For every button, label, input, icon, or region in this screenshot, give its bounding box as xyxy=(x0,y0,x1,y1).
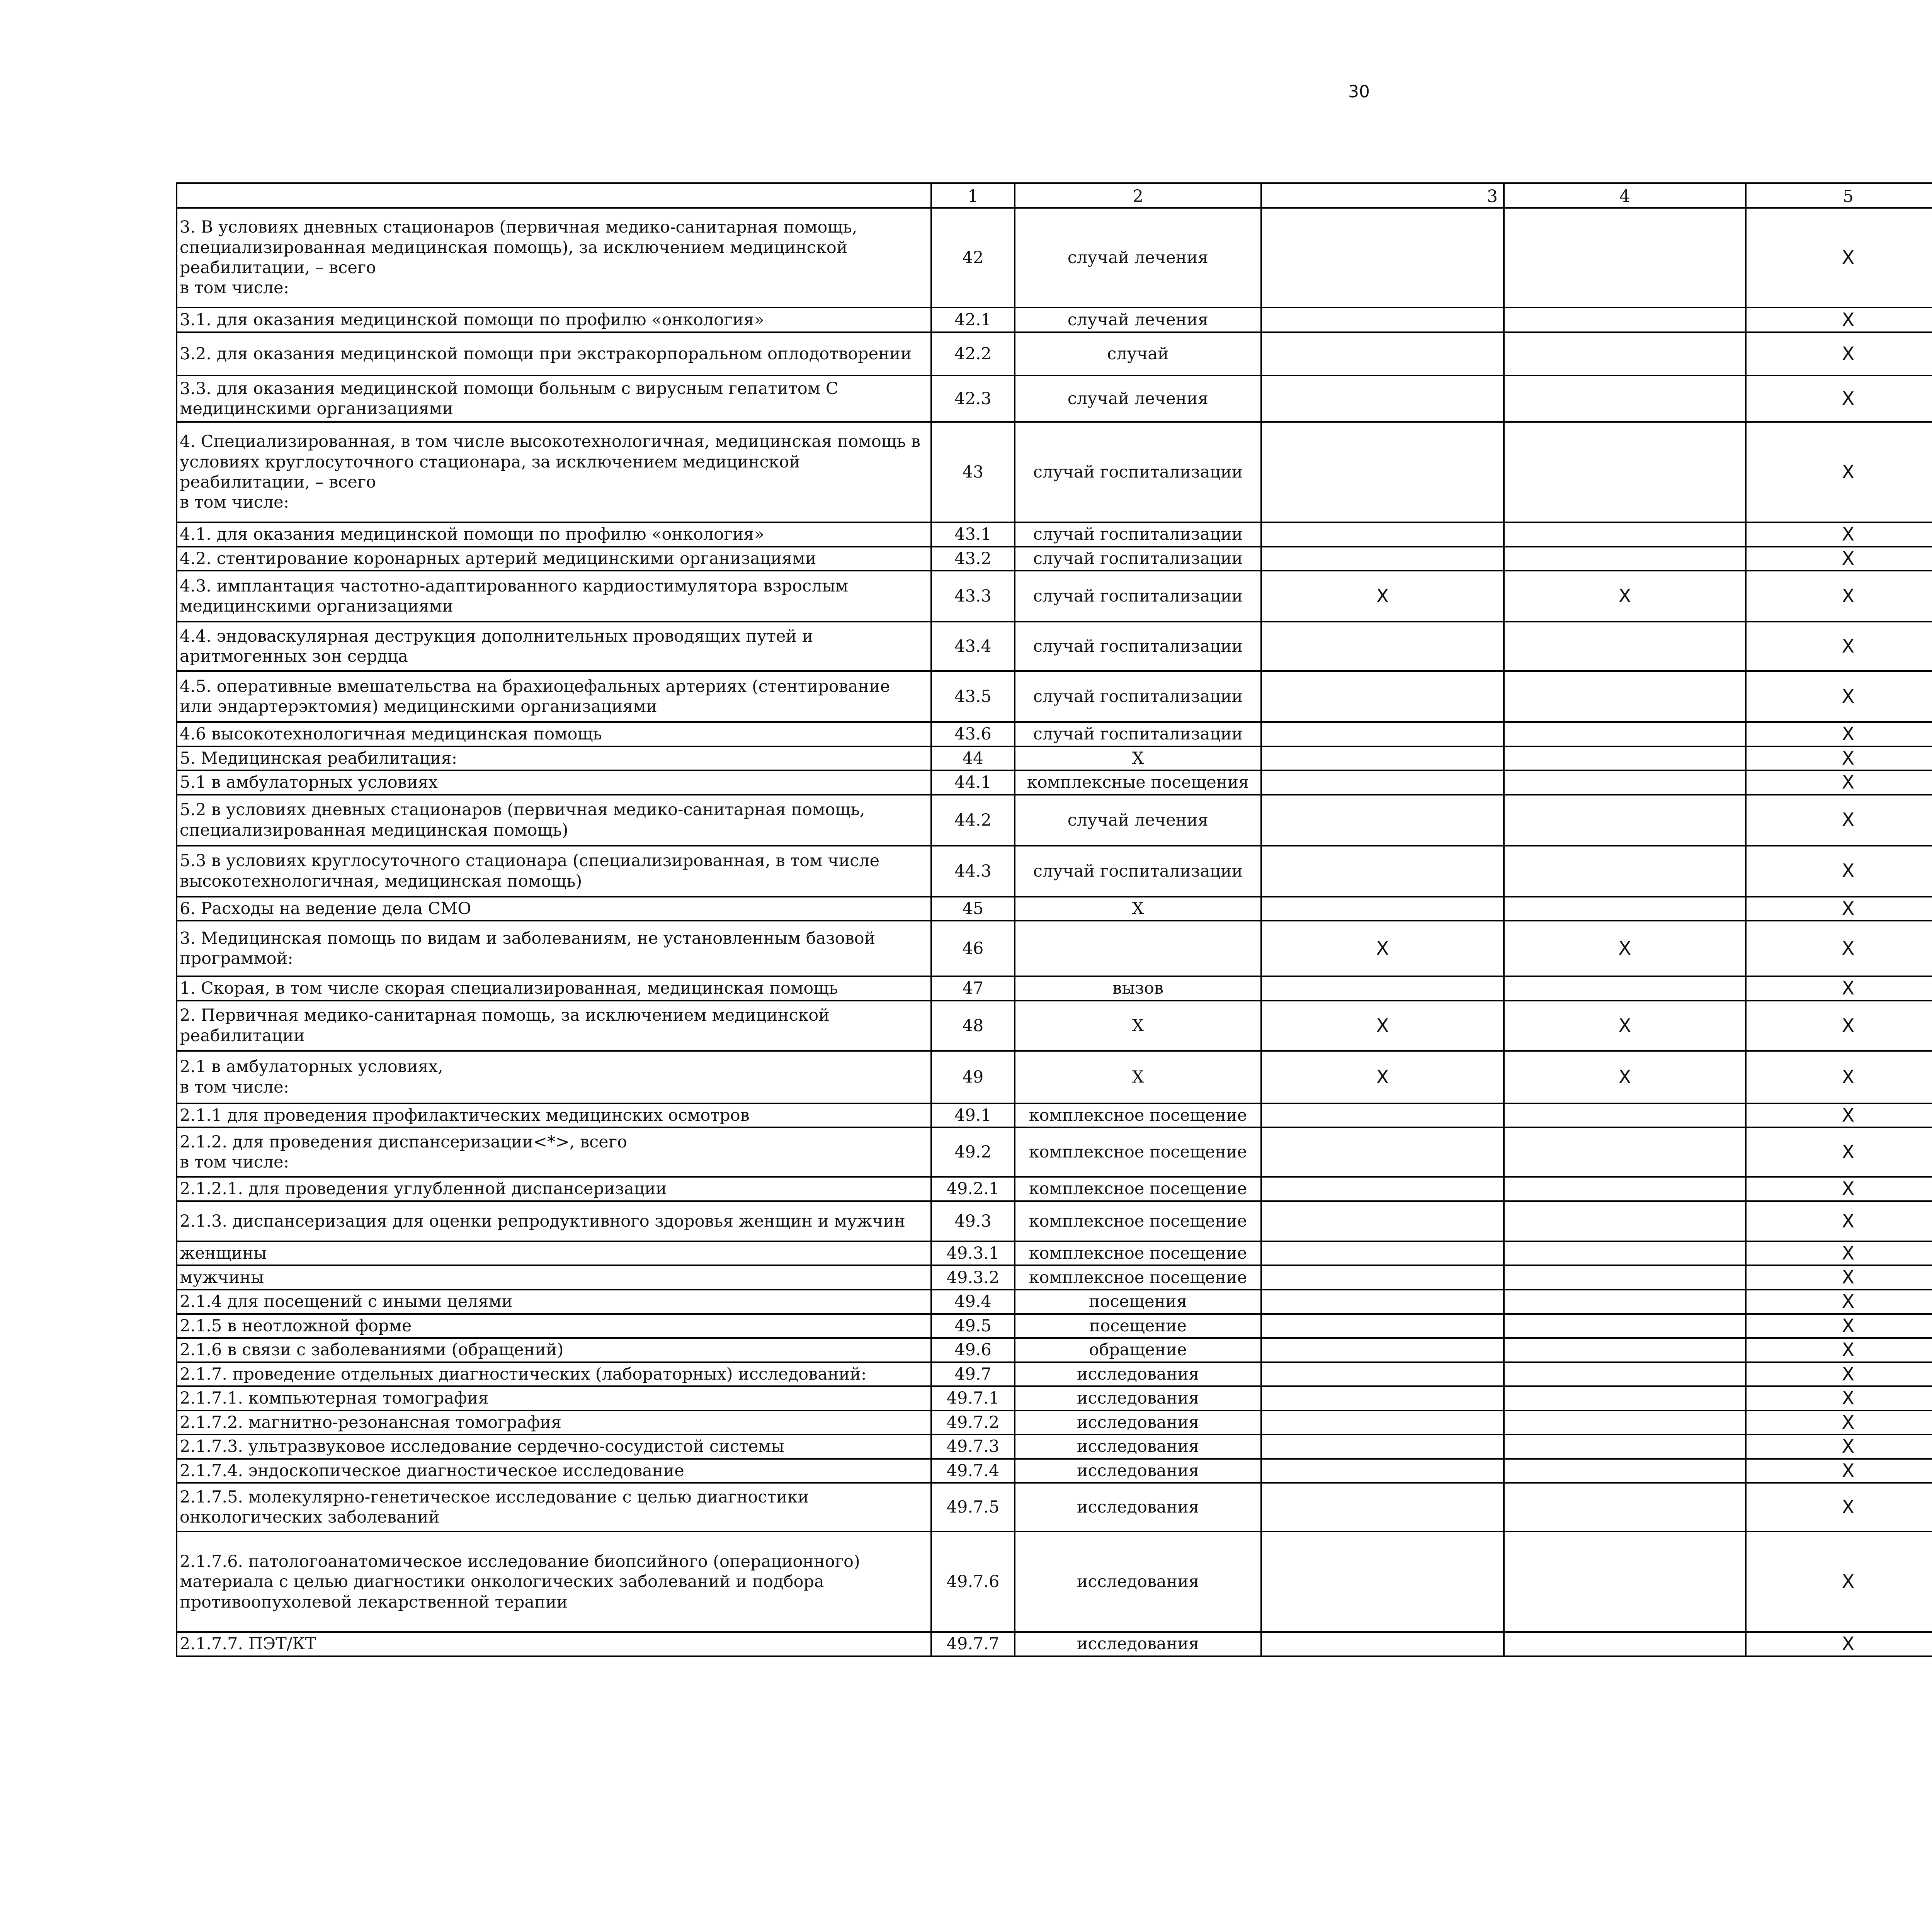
table-row xyxy=(177,770,1932,795)
row-col3-cell: X xyxy=(1261,1051,1504,1103)
row-col3-cell xyxy=(1261,622,1504,671)
row-code-cell: 44.3 xyxy=(931,846,1015,897)
row-name-cell: 2.1.7.4. эндоскопическое диагностическое исследование xyxy=(177,1459,931,1483)
row-code-cell: 43.1 xyxy=(931,522,1015,547)
row-name-cell: 6. Расходы на ведение дела СМО xyxy=(177,897,931,921)
row-col4-cell xyxy=(1504,547,1746,571)
row-code-cell: 49.3.2 xyxy=(931,1265,1015,1290)
row-unit-cell: посещение xyxy=(1015,1314,1261,1338)
table-row xyxy=(177,522,1932,547)
data-table-container xyxy=(176,182,1932,1657)
row-code-cell: 49.7.1 xyxy=(931,1386,1015,1411)
row-name-cell: женщины xyxy=(177,1241,931,1266)
table-row xyxy=(177,1290,1932,1314)
row-unit-cell: исследования xyxy=(1015,1459,1261,1483)
row-name-cell: 2.1.6 в связи с заболеваниями (обращений) xyxy=(177,1338,931,1362)
row-col3-cell: X xyxy=(1261,921,1504,976)
table-row xyxy=(177,1459,1932,1483)
row-col5-cell: X xyxy=(1746,976,1932,1001)
row-col5-cell: X xyxy=(1746,1001,1932,1051)
header-cell: 5 xyxy=(1746,183,1932,208)
row-code-cell: 44.2 xyxy=(931,795,1015,846)
row-col5-cell: X xyxy=(1746,1411,1932,1435)
row-col4-cell xyxy=(1504,976,1746,1001)
row-code-cell: 49.7.2 xyxy=(931,1411,1015,1435)
table-row xyxy=(177,1314,1932,1338)
row-col3-cell xyxy=(1261,671,1504,722)
row-col5-cell: X xyxy=(1746,1127,1932,1177)
row-unit-cell: обращение xyxy=(1015,1338,1261,1362)
row-name-cell: 3. Медицинская помощь по видам и заболеваниям, не установленным базовой программой: xyxy=(177,921,931,976)
row-code-cell: 49.2.1 xyxy=(931,1177,1015,1201)
row-col5-cell: X xyxy=(1746,795,1932,846)
header-cell xyxy=(177,183,931,208)
table-row xyxy=(177,1103,1932,1128)
table-row xyxy=(177,308,1932,332)
row-col3-cell xyxy=(1261,1632,1504,1656)
row-col4-cell xyxy=(1504,770,1746,795)
row-col3-cell xyxy=(1261,1483,1504,1531)
row-col4-cell xyxy=(1504,1241,1746,1266)
row-unit-cell: комплексное посещение xyxy=(1015,1241,1261,1266)
table-row xyxy=(177,976,1932,1001)
row-col3-cell xyxy=(1261,1177,1504,1201)
row-col4-cell xyxy=(1504,795,1746,846)
table-header-row xyxy=(177,183,1932,208)
row-col3-cell xyxy=(1261,1265,1504,1290)
row-col5-cell: X xyxy=(1746,622,1932,671)
row-code-cell: 49.7.3 xyxy=(931,1435,1015,1459)
row-col5-cell: X xyxy=(1746,1362,1932,1387)
row-col3-cell xyxy=(1261,897,1504,921)
row-unit-cell: X xyxy=(1015,746,1261,771)
row-unit-cell: случай госпитализации xyxy=(1015,522,1261,547)
row-col5-cell: X xyxy=(1746,846,1932,897)
row-name-cell: 2. Первичная медико-санитарная помощь, за исключением медицинской реабилитации xyxy=(177,1001,931,1051)
table-row xyxy=(177,332,1932,376)
row-col4-cell xyxy=(1504,376,1746,422)
row-col3-cell xyxy=(1261,846,1504,897)
row-name-cell: 4. Специализированная, в том числе высокотехнологичная, медицинская помощь в условиях круглосуточного стационара, за исключением медицинской реабилитации, – всего в том числе: xyxy=(177,422,931,522)
row-code-cell: 43.6 xyxy=(931,722,1015,746)
row-col4-cell xyxy=(1504,308,1746,332)
row-col4-cell: X xyxy=(1504,1051,1746,1103)
table-body xyxy=(177,208,1932,1656)
row-unit-cell: случай лечения xyxy=(1015,376,1261,422)
row-name-cell: 2.1.1 для проведения профилактических медицинских осмотров xyxy=(177,1103,931,1128)
row-code-cell: 46 xyxy=(931,921,1015,976)
row-col5-cell: X xyxy=(1746,770,1932,795)
row-unit-cell: исследования xyxy=(1015,1386,1261,1411)
row-code-cell: 49.7 xyxy=(931,1362,1015,1387)
row-name-cell: 2.1.7.3. ультразвуковое исследование сердечно-сосудистой системы xyxy=(177,1435,931,1459)
row-col5-cell: X xyxy=(1746,422,1932,522)
row-name-cell: 2.1.7.2. магнитно-резонансная томография xyxy=(177,1411,931,1435)
row-name-cell: 5.2 в условиях дневных стационаров (первичная медико-санитарная помощь, специализированная медицинская помощь) xyxy=(177,795,931,846)
table-row xyxy=(177,571,1932,622)
row-col5-cell: X xyxy=(1746,1241,1932,1266)
row-col5-cell: X xyxy=(1746,1103,1932,1128)
row-col4-cell xyxy=(1504,1265,1746,1290)
row-col5-cell: X xyxy=(1746,376,1932,422)
row-col3-cell xyxy=(1261,1201,1504,1241)
row-name-cell: 2.1 в амбулаторных условиях, в том числе: xyxy=(177,1051,931,1103)
table-row xyxy=(177,1338,1932,1362)
row-name-cell: 5.3 в условиях круглосуточного стационара (специализированная, в том числе высокотехнологичная, медицинская помощь) xyxy=(177,846,931,897)
row-col3-cell xyxy=(1261,770,1504,795)
row-name-cell: 2.1.5 в неотложной форме xyxy=(177,1314,931,1338)
row-code-cell: 45 xyxy=(931,897,1015,921)
row-code-cell: 49.3.1 xyxy=(931,1241,1015,1266)
row-col4-cell xyxy=(1504,1435,1746,1459)
row-name-cell: 2.1.4 для посещений с иными целями xyxy=(177,1290,931,1314)
table-row xyxy=(177,208,1932,308)
row-col4-cell xyxy=(1504,846,1746,897)
table-row xyxy=(177,622,1932,671)
header-cell: 1 xyxy=(931,183,1015,208)
row-name-cell: 4.3. имплантация частотно-адаптированного кардиостимулятора взрослым медицинскими организациями xyxy=(177,571,931,622)
row-code-cell: 49.6 xyxy=(931,1338,1015,1362)
row-col4-cell xyxy=(1504,1127,1746,1177)
table-row xyxy=(177,722,1932,746)
row-name-cell: 4.4. эндоваскулярная деструкция дополнительных проводящих путей и аритмогенных зон сердца xyxy=(177,622,931,671)
row-name-cell: 4.6 высокотехнологичная медицинская помощь xyxy=(177,722,931,746)
row-col5-cell: X xyxy=(1746,1290,1932,1314)
row-name-cell: 5.1 в амбулаторных условиях xyxy=(177,770,931,795)
row-col5-cell: X xyxy=(1746,1386,1932,1411)
table-row xyxy=(177,1177,1932,1201)
row-col3-cell: X xyxy=(1261,571,1504,622)
row-col3-cell xyxy=(1261,208,1504,308)
table-row xyxy=(177,795,1932,846)
row-col3-cell xyxy=(1261,746,1504,771)
row-code-cell: 49.4 xyxy=(931,1290,1015,1314)
row-col3-cell xyxy=(1261,422,1504,522)
table-row xyxy=(177,376,1932,422)
row-code-cell: 43.4 xyxy=(931,622,1015,671)
row-unit-cell: комплексные посещения xyxy=(1015,770,1261,795)
row-col5-cell: X xyxy=(1746,897,1932,921)
row-col5-cell: X xyxy=(1746,522,1932,547)
data-table xyxy=(176,182,1932,1657)
row-name-cell: 3.2. для оказания медицинской помощи при экстракорпоральном оплодотворении xyxy=(177,332,931,376)
row-col5-cell: X xyxy=(1746,671,1932,722)
row-col3-cell xyxy=(1261,976,1504,1001)
row-unit-cell: вызов xyxy=(1015,976,1261,1001)
row-code-cell: 49.7.6 xyxy=(931,1531,1015,1632)
header-cell: 4 xyxy=(1504,183,1746,208)
table-row xyxy=(177,1483,1932,1531)
header-cell: 3 xyxy=(1261,183,1504,208)
table-row xyxy=(177,1531,1932,1632)
row-unit-cell: случай лечения xyxy=(1015,795,1261,846)
row-name-cell: 4.1. для оказания медицинской помощи по профилю «онкология» xyxy=(177,522,931,547)
row-col3-cell xyxy=(1261,376,1504,422)
row-unit-cell: случай госпитализации xyxy=(1015,671,1261,722)
row-col4-cell xyxy=(1504,1531,1746,1632)
row-unit-cell: случай лечения xyxy=(1015,208,1261,308)
row-code-cell: 42.2 xyxy=(931,332,1015,376)
row-name-cell: 2.1.3. диспансеризация для оценки репродуктивного здоровья женщин и мужчин xyxy=(177,1201,931,1241)
row-col3-cell xyxy=(1261,1127,1504,1177)
row-col3-cell xyxy=(1261,722,1504,746)
row-code-cell: 42.3 xyxy=(931,376,1015,422)
row-col4-cell xyxy=(1504,1483,1746,1531)
row-col4-cell xyxy=(1504,671,1746,722)
row-col4-cell xyxy=(1504,1632,1746,1656)
table-row xyxy=(177,921,1932,976)
table-row xyxy=(177,1411,1932,1435)
row-col5-cell: X xyxy=(1746,332,1932,376)
row-name-cell: 2.1.7.6. патологоанатомическое исследование биопсийного (операционного) материала с целью диагностики онкологических заболеваний и подбора противоопухолевой лекарственной терапии xyxy=(177,1531,931,1632)
row-col5-cell: X xyxy=(1746,722,1932,746)
table-row xyxy=(177,422,1932,522)
row-col4-cell xyxy=(1504,1459,1746,1483)
header-cell: 2 xyxy=(1015,183,1261,208)
row-col3-cell xyxy=(1261,332,1504,376)
row-unit-cell: комплексное посещение xyxy=(1015,1177,1261,1201)
row-code-cell: 47 xyxy=(931,976,1015,1001)
row-col3-cell xyxy=(1261,1338,1504,1362)
row-col3-cell xyxy=(1261,1386,1504,1411)
row-col3-cell xyxy=(1261,1290,1504,1314)
table-row xyxy=(177,1362,1932,1387)
row-col5-cell: X xyxy=(1746,1314,1932,1338)
table-row xyxy=(177,547,1932,571)
row-col3-cell xyxy=(1261,1241,1504,1266)
row-col5-cell: X xyxy=(1746,1483,1932,1531)
table-row xyxy=(177,1127,1932,1177)
row-unit-cell: X xyxy=(1015,897,1261,921)
row-col3-cell xyxy=(1261,1362,1504,1387)
row-unit-cell xyxy=(1015,921,1261,976)
row-code-cell: 49.5 xyxy=(931,1314,1015,1338)
row-col4-cell xyxy=(1504,1177,1746,1201)
row-col5-cell: X xyxy=(1746,208,1932,308)
table-row xyxy=(177,846,1932,897)
table-row xyxy=(177,1632,1932,1656)
row-name-cell: 3. В условиях дневных стационаров (первичная медико-санитарная помощь, специализированная медицинская помощь), за исключением медицинской реабилитации, – всего в том числе: xyxy=(177,208,931,308)
table-row xyxy=(177,897,1932,921)
row-unit-cell: исследования xyxy=(1015,1632,1261,1656)
row-col3-cell xyxy=(1261,1531,1504,1632)
row-unit-cell: исследования xyxy=(1015,1362,1261,1387)
row-unit-cell: X xyxy=(1015,1001,1261,1051)
row-col5-cell: X xyxy=(1746,1338,1932,1362)
row-unit-cell: комплексное посещение xyxy=(1015,1265,1261,1290)
row-col4-cell xyxy=(1504,332,1746,376)
row-code-cell: 49.7.7 xyxy=(931,1632,1015,1656)
table-row xyxy=(177,1001,1932,1051)
row-col5-cell: X xyxy=(1746,1051,1932,1103)
row-col5-cell: X xyxy=(1746,1459,1932,1483)
row-col5-cell: X xyxy=(1746,921,1932,976)
row-code-cell: 43.2 xyxy=(931,547,1015,571)
row-code-cell: 42 xyxy=(931,208,1015,308)
row-col5-cell: X xyxy=(1746,308,1932,332)
row-unit-cell: случай госпитализации xyxy=(1015,547,1261,571)
table-row xyxy=(177,1051,1932,1103)
row-code-cell: 43.5 xyxy=(931,671,1015,722)
row-col4-cell xyxy=(1504,1103,1746,1128)
row-col3-cell xyxy=(1261,1459,1504,1483)
row-name-cell: 2.1.7.1. компьютерная томография xyxy=(177,1386,931,1411)
row-name-cell: 4.5. оперативные вмешательства на брахиоцефальных артериях (стентирование или эндартерэктомия) медицинскими организациями xyxy=(177,671,931,722)
row-col3-cell xyxy=(1261,795,1504,846)
row-col4-cell xyxy=(1504,622,1746,671)
row-col4-cell xyxy=(1504,1201,1746,1241)
row-name-cell: 2.1.7. проведение отдельных диагностических (лабораторных) исследований: xyxy=(177,1362,931,1387)
row-col4-cell: X xyxy=(1504,1001,1746,1051)
row-name-cell: 2.1.7.7. ПЭТ/КТ xyxy=(177,1632,931,1656)
row-col3-cell xyxy=(1261,1314,1504,1338)
row-col4-cell xyxy=(1504,1386,1746,1411)
row-code-cell: 44 xyxy=(931,746,1015,771)
row-col5-cell: X xyxy=(1746,547,1932,571)
row-col4-cell xyxy=(1504,746,1746,771)
row-code-cell: 49.2 xyxy=(931,1127,1015,1177)
row-unit-cell: исследования xyxy=(1015,1435,1261,1459)
row-col4-cell xyxy=(1504,1411,1746,1435)
row-col4-cell xyxy=(1504,897,1746,921)
row-unit-cell: случай госпитализации xyxy=(1015,571,1261,622)
row-unit-cell: случай госпитализации xyxy=(1015,846,1261,897)
row-col5-cell: X xyxy=(1746,1201,1932,1241)
table-row xyxy=(177,746,1932,771)
table-row xyxy=(177,1435,1932,1459)
row-col4-cell xyxy=(1504,208,1746,308)
table-row xyxy=(177,1241,1932,1266)
row-code-cell: 43.3 xyxy=(931,571,1015,622)
row-col4-cell xyxy=(1504,1314,1746,1338)
table-row xyxy=(177,1265,1932,1290)
row-code-cell: 43 xyxy=(931,422,1015,522)
row-unit-cell: комплексное посещение xyxy=(1015,1127,1261,1177)
row-code-cell: 49.7.5 xyxy=(931,1483,1015,1531)
row-unit-cell: посещения xyxy=(1015,1290,1261,1314)
row-col5-cell: X xyxy=(1746,746,1932,771)
row-col4-cell xyxy=(1504,422,1746,522)
row-col5-cell: X xyxy=(1746,1632,1932,1656)
row-col3-cell xyxy=(1261,547,1504,571)
row-col4-cell: X xyxy=(1504,921,1746,976)
row-col5-cell: X xyxy=(1746,571,1932,622)
row-name-cell: 4.2. стентирование коронарных артерий медицинскими организациями xyxy=(177,547,931,571)
row-code-cell: 49.1 xyxy=(931,1103,1015,1128)
row-code-cell: 42.1 xyxy=(931,308,1015,332)
row-name-cell: 3.1. для оказания медицинской помощи по профилю «онкология» xyxy=(177,308,931,332)
row-code-cell: 48 xyxy=(931,1001,1015,1051)
row-col3-cell xyxy=(1261,522,1504,547)
row-name-cell: 5. Медицинская реабилитация: xyxy=(177,746,931,771)
row-unit-cell: случай xyxy=(1015,332,1261,376)
row-col3-cell: X xyxy=(1261,1001,1504,1051)
row-unit-cell: исследования xyxy=(1015,1531,1261,1632)
row-code-cell: 49.7.4 xyxy=(931,1459,1015,1483)
row-unit-cell: случай госпитализации xyxy=(1015,422,1261,522)
row-name-cell: 2.1.2. для проведения диспансеризации<*>, всего в том числе: xyxy=(177,1127,931,1177)
row-name-cell: 3.3. для оказания медицинской помощи больным с вирусным гепатитом С медицинскими организациями xyxy=(177,376,931,422)
row-col4-cell xyxy=(1504,1290,1746,1314)
page-number: 30 xyxy=(1348,82,1370,102)
row-col4-cell xyxy=(1504,722,1746,746)
row-unit-cell: случай госпитализации xyxy=(1015,622,1261,671)
table-row xyxy=(177,1386,1932,1411)
row-unit-cell: комплексное посещение xyxy=(1015,1201,1261,1241)
row-code-cell: 49.3 xyxy=(931,1201,1015,1241)
row-code-cell: 49 xyxy=(931,1051,1015,1103)
row-name-cell: мужчины xyxy=(177,1265,931,1290)
row-name-cell: 2.1.7.5. молекулярно-генетическое исследование с целью диагностики онкологических заболеваний xyxy=(177,1483,931,1531)
row-col4-cell xyxy=(1504,522,1746,547)
row-col5-cell: X xyxy=(1746,1531,1932,1632)
row-name-cell: 1. Скорая, в том числе скорая специализированная, медицинская помощь xyxy=(177,976,931,1001)
row-col3-cell xyxy=(1261,1103,1504,1128)
row-unit-cell: исследования xyxy=(1015,1483,1261,1531)
row-col5-cell: X xyxy=(1746,1177,1932,1201)
table-row xyxy=(177,671,1932,722)
row-col4-cell: X xyxy=(1504,571,1746,622)
row-unit-cell: X xyxy=(1015,1051,1261,1103)
row-col5-cell: X xyxy=(1746,1435,1932,1459)
row-col3-cell xyxy=(1261,1411,1504,1435)
table-row xyxy=(177,1201,1932,1241)
row-unit-cell: комплексное посещение xyxy=(1015,1103,1261,1128)
row-col4-cell xyxy=(1504,1362,1746,1387)
row-unit-cell: случай лечения xyxy=(1015,308,1261,332)
row-col5-cell: X xyxy=(1746,1265,1932,1290)
row-code-cell: 44.1 xyxy=(931,770,1015,795)
row-unit-cell: случай госпитализации xyxy=(1015,722,1261,746)
row-unit-cell: исследования xyxy=(1015,1411,1261,1435)
row-col4-cell xyxy=(1504,1338,1746,1362)
row-name-cell: 2.1.2.1. для проведения углубленной диспансеризации xyxy=(177,1177,931,1201)
row-col3-cell xyxy=(1261,1435,1504,1459)
row-col3-cell xyxy=(1261,308,1504,332)
